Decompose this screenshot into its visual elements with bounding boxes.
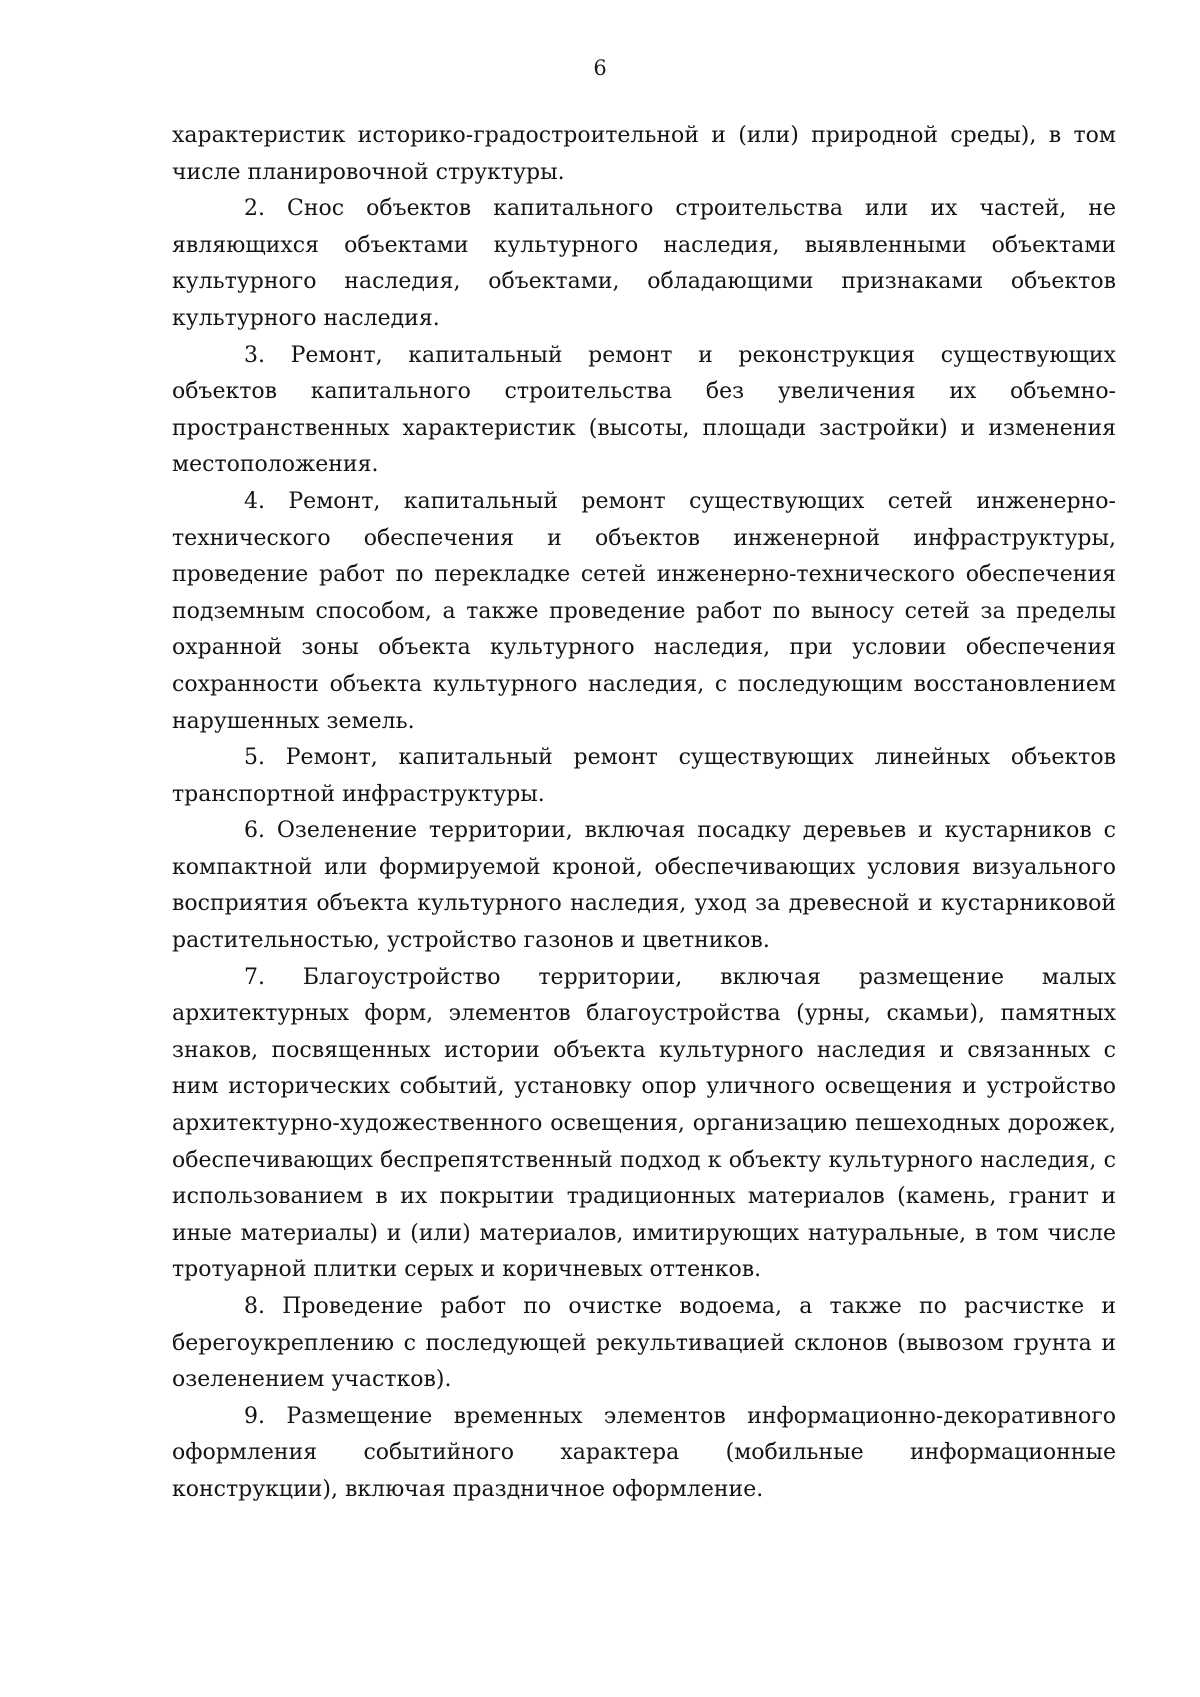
paragraph-item-3: 3. Ремонт, капитальный ремонт и реконструкция существующих объектов капитального строительства без увеличения их объемно-пространственных характеристик (высоты, площади застройки) и изменения местоположения. [172,342,1116,478]
paragraph-item-7: 7. Благоустройство территории, включая размещение малых архитектурных форм, элементов благоустройства (урны, скамьи), памятных знаков, посвященных истории объекта культурного наследия и связанных с ним исторических событий, установку опор уличного освещения и устройство архитектурно-художественного освещения, организацию пешеходных дорожек, обеспечивающих беспрепятственный подход к объекту культурного наследия, с использованием в их покрытии традиционных материалов (камень, гранит и иные материалы) и (или) материалов, имитирующих натуральные, в том числе тротуарной плитки серых и коричневых оттенков. [172,964,1116,1283]
paragraph-item-8: 8. Проведение работ по очистке водоема, а также по расчистке и берегоукреплению с последующей рекультивацией склонов (вывозом грунта и озеленением участков). [172,1294,1116,1393]
paragraph-item-2: 2. Снос объектов капитального строительства или их частей, не являющихся объектами культурного наследия, выявленными объектами культурного наследия, объектами, обладающими признаками объектов культурного наследия. [172,196,1116,331]
page-number: 6 [593,56,607,80]
paragraph-continuation: характеристик историко-градостроительной и (или) природной среды), в том числе планировочной структуры. [172,123,1116,185]
paragraph-item-4: 4. Ремонт, капитальный ремонт существующих сетей инженерно-технического обеспечения и объектов инженерной инфраструктуры, проведение работ по перекладке сетей инженерно-технического обеспечения подземным способом, а также проведение работ по выносу сетей за пределы охранной зоны объекта культурного наследия, при условии обеспечения сохранности объекта культурного наследия, с последующим восстановлением нарушенных земель. [172,488,1116,734]
paragraph-item-6: 6. Озеленение территории, включая посадку деревьев и кустарников с компактной или формируемой кроной, обеспечивающих условия визуального восприятия объекта культурного наследия, уход за древесной и кустарниковой растительностью, устройство газонов и цветников. [172,818,1116,954]
document-body [172,118,1116,1509]
paragraph-item-5: 5. Ремонт, капитальный ремонт существующих линейных объектов транспортной инфраструктуры. [172,745,1116,807]
paragraph-item-9: 9. Размещение временных элементов информационно-декоративного оформления событийного характера (мобильные информационные конструкции), включая праздничное оформление. [172,1403,1116,1502]
